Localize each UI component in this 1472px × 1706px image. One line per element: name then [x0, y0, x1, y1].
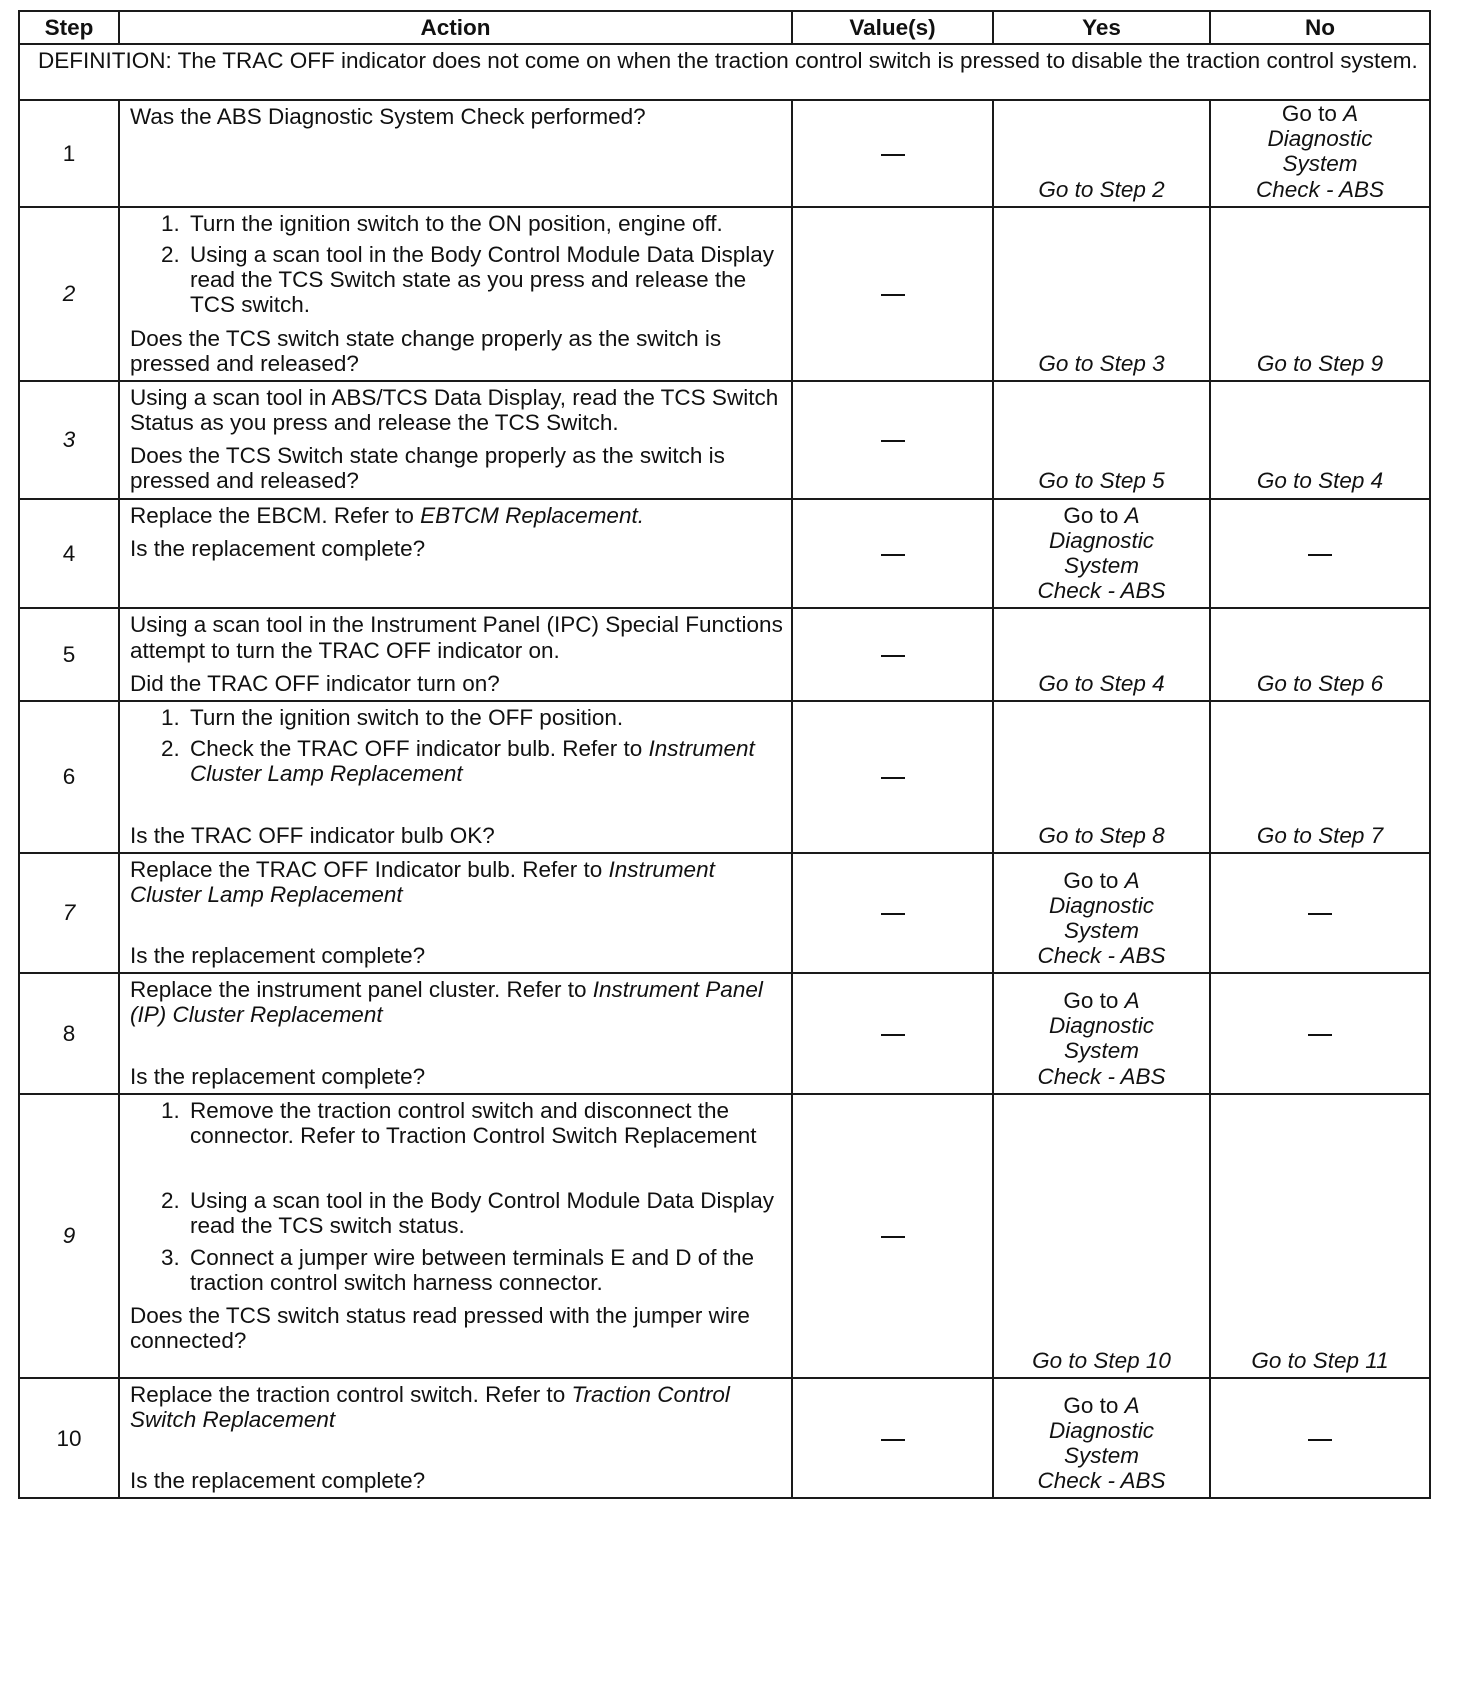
- action-text-ref: EBTCM Replacement.: [420, 502, 644, 528]
- action-cell: [119, 499, 792, 609]
- spacer: [130, 1036, 785, 1064]
- diag-line: Check - ABS: [1037, 1468, 1166, 1494]
- step-number: 5: [19, 608, 119, 701]
- diag-line: Diagnostic: [1048, 1013, 1155, 1039]
- action-steps: [130, 1098, 785, 1295]
- action-cell: [119, 701, 792, 853]
- dash-mark: [881, 913, 905, 915]
- value-cell: [792, 608, 993, 701]
- diag-line: Check - ABS: [1256, 176, 1384, 202]
- action-question: Does the TCS switch state change properly as the switch is pressed and released?: [130, 325, 722, 376]
- no-cell: [1210, 608, 1430, 701]
- dash-mark: [881, 1236, 905, 1238]
- diag-line: System: [1063, 1443, 1139, 1468]
- dash-mark: [881, 1034, 905, 1036]
- step-row-3: [19, 381, 1430, 499]
- action-step-item: 1. Turn the ignition switch to the OFF position.: [186, 705, 785, 730]
- action-cell: [119, 608, 792, 701]
- diag-line: Diagnostic: [1048, 892, 1155, 918]
- dash-mark: [881, 294, 905, 296]
- dash-mark: [881, 440, 905, 442]
- value-cell: [792, 499, 993, 609]
- yes-cell: [993, 381, 1210, 499]
- action-cell: [119, 381, 792, 499]
- definition-row: [19, 44, 1430, 100]
- header-action: Action: [119, 11, 792, 44]
- diag-line: Diagnostic: [1048, 1417, 1155, 1443]
- diag-line: System: [1282, 151, 1358, 177]
- step-number: 9: [19, 1094, 119, 1378]
- diag-line: Check - ABS: [1037, 578, 1166, 604]
- action-text: Using a scan tool in ABS/TCS Data Display, read the TCS Switch Status as you press and release the TCS Switch.: [130, 384, 779, 436]
- no-cell: [1210, 1378, 1430, 1499]
- action-text: [130, 1382, 785, 1432]
- step-number: 4: [19, 499, 119, 609]
- dash-mark: [1308, 1439, 1332, 1441]
- diag-line: System: [1063, 917, 1139, 943]
- action-text-plain: Check the TRAC OFF indicator bulb. Refer to: [190, 736, 649, 762]
- yes-cell: [993, 608, 1210, 701]
- value-cell: [792, 973, 993, 1094]
- yes-cell: [993, 1094, 1210, 1378]
- action-question: Is the TRAC OFF indicator bulb OK?: [130, 822, 495, 848]
- action-text: [130, 977, 785, 1027]
- value-cell: [792, 100, 993, 207]
- action-cell: [119, 1094, 792, 1378]
- step-row-1: [19, 100, 1430, 207]
- action-text: [130, 857, 785, 907]
- dash-mark: [881, 1439, 905, 1441]
- step-number: 3: [19, 381, 119, 499]
- action-text-plain: Replace the instrument panel cluster. Refer to: [130, 977, 593, 1003]
- action-step-item: [186, 736, 785, 786]
- yes-goto: Go to Step 3: [1038, 350, 1165, 376]
- step-row-9: [19, 1094, 1430, 1378]
- step-row-10: [19, 1378, 1430, 1499]
- yes-goto: Go to Step 10: [1032, 1347, 1171, 1373]
- dash-mark: [1308, 913, 1332, 915]
- step-row-7: [19, 853, 1430, 974]
- yes-cell: [993, 701, 1210, 853]
- action-step-item: 2. Using a scan tool in the Body Control Module Data Display read the TCS Switch state as you press and release the TCS switch.: [186, 242, 785, 318]
- diag-line: Check - ABS: [1037, 943, 1166, 969]
- goto-prefix: Go to: [1063, 867, 1119, 893]
- diag-line: Check - ABS: [1037, 1063, 1166, 1089]
- no-cell: [1210, 207, 1430, 381]
- no-cell: [1210, 1094, 1430, 1378]
- no-goto: Go to Step 6: [1256, 670, 1384, 696]
- action-text-ref: Instrument Cluster Lamp Replacement: [190, 736, 755, 787]
- step-number: 6: [19, 701, 119, 853]
- action-text-ref: Traction Control Switch Replacement: [130, 1381, 730, 1432]
- no-cell: [1210, 701, 1430, 853]
- action-question: Was the ABS Diagnostic System Check performed?: [130, 104, 646, 129]
- action-question: Does the TCS switch status read pressed with the jumper wire connected?: [130, 1302, 750, 1354]
- dash-mark: [1308, 554, 1332, 556]
- action-text: Using a scan tool in the Instrument Panel (IPC) Special Functions attempt to turn the TRAC OFF indicator on.: [130, 612, 783, 663]
- value-cell: [792, 381, 993, 499]
- goto-prefix: Go to: [1063, 1392, 1119, 1418]
- action-text-ref: Instrument Panel (IP) Cluster Replacement: [130, 977, 763, 1028]
- step-row-4: [19, 499, 1430, 609]
- step-row-8: [19, 973, 1430, 1094]
- step-row-2: [19, 207, 1430, 381]
- no-cell: [1210, 973, 1430, 1094]
- action-cell: [119, 853, 792, 974]
- goto-a: A: [1343, 101, 1359, 126]
- no-goto: Go to Step 11: [1251, 1347, 1389, 1373]
- action-question: Is the replacement complete?: [130, 943, 426, 969]
- no-goto: Go to Step 9: [1256, 350, 1384, 376]
- step-number: 2: [19, 207, 119, 381]
- goto-a: A: [1124, 988, 1140, 1014]
- action-text-plain: Replace the traction control switch. Refer to: [130, 1381, 572, 1407]
- step-number: 7: [19, 853, 119, 974]
- diag-line: Diagnostic: [1048, 527, 1155, 553]
- action-text-ref: Instrument Cluster Lamp Replacement: [130, 856, 715, 907]
- goto-a: A: [1124, 502, 1140, 528]
- no-cell: [1210, 499, 1430, 609]
- action-text-plain: Replace the EBCM. Refer to: [130, 502, 421, 528]
- action-question: Does the TCS Switch state change properly as the switch is pressed and released?: [130, 443, 725, 494]
- dash-mark: [881, 777, 905, 779]
- dash-mark: [881, 154, 905, 156]
- goto-a: A: [1124, 867, 1140, 893]
- action-question: Is the replacement complete?: [130, 535, 426, 561]
- yes-cell: [993, 1378, 1210, 1499]
- header-yes: Yes: [993, 11, 1210, 44]
- diag-line: System: [1063, 1038, 1139, 1064]
- no-goto: Go to Step 4: [1256, 468, 1384, 494]
- action-cell: [119, 973, 792, 1094]
- action-question: Is the replacement complete?: [130, 1063, 426, 1089]
- diag-line: System: [1063, 553, 1139, 578]
- goto-prefix: Go to: [1063, 988, 1119, 1014]
- step-number: 8: [19, 973, 119, 1094]
- yes-goto: Go to Step 2: [1038, 176, 1165, 202]
- action-steps: [130, 211, 785, 318]
- step-number: 1: [19, 100, 119, 207]
- header-row: [19, 11, 1430, 44]
- action-cell: [119, 100, 792, 207]
- action-steps: [130, 705, 785, 787]
- spacer: [130, 915, 785, 943]
- action-question: Is the replacement complete?: [130, 1468, 426, 1494]
- header-no: No: [1210, 11, 1430, 44]
- value-cell: [792, 1378, 993, 1499]
- action-step-item: 1. Remove the traction control switch and disconnect the connector. Refer to Traction Control Switch Replacement: [186, 1098, 785, 1148]
- yes-cell: [993, 853, 1210, 974]
- spacer: [130, 795, 785, 823]
- action-text: [130, 503, 785, 528]
- action-cell: [119, 207, 792, 381]
- step-row-6: [19, 701, 1430, 853]
- step-number: 10: [19, 1378, 119, 1499]
- diag-line: Diagnostic: [1267, 126, 1373, 152]
- no-goto: Go to Step 7: [1256, 822, 1384, 848]
- no-cell: [1210, 381, 1430, 499]
- action-step-item: 3. Connect a jumper wire between terminals E and D of the traction control switch harness connector.: [186, 1245, 785, 1295]
- action-text-plain: Replace the TRAC OFF Indicator bulb. Refer to: [130, 856, 609, 882]
- yes-cell: [993, 499, 1210, 609]
- yes-goto: Go to Step 8: [1038, 822, 1165, 848]
- yes-goto: Go to Step 4: [1038, 670, 1165, 696]
- spacer: [130, 1440, 785, 1468]
- yes-cell: [993, 973, 1210, 1094]
- action-cell: [119, 1378, 792, 1499]
- no-cell: [1210, 853, 1430, 974]
- yes-cell: [993, 207, 1210, 381]
- definition-text: DEFINITION: The TRAC OFF indicator does not come on when the traction control switch is pressed to disable the traction control system.: [19, 44, 1430, 100]
- goto-prefix: Go to: [1063, 502, 1119, 528]
- action-step-item: 2. Using a scan tool in the Body Control Module Data Display read the TCS switch status.: [186, 1188, 785, 1238]
- header-values: Value(s): [792, 11, 993, 44]
- yes-cell: [993, 100, 1210, 207]
- value-cell: [792, 853, 993, 974]
- dash-mark: [881, 554, 905, 556]
- goto-a: A: [1124, 1392, 1140, 1418]
- dash-mark: [881, 655, 905, 657]
- action-step-item: 1. Turn the ignition switch to the ON position, engine off.: [186, 211, 785, 236]
- header-step: Step: [19, 11, 119, 44]
- action-question: Did the TRAC OFF indicator turn on?: [130, 670, 500, 696]
- no-cell: [1210, 100, 1430, 207]
- goto-prefix: Go to: [1281, 101, 1337, 126]
- dash-mark: [1308, 1034, 1332, 1036]
- yes-goto: Go to Step 5: [1038, 468, 1165, 494]
- value-cell: [792, 1094, 993, 1378]
- diagnostic-table: [18, 10, 1431, 1499]
- step-row-5: [19, 608, 1430, 701]
- value-cell: [792, 701, 993, 853]
- value-cell: [792, 207, 993, 381]
